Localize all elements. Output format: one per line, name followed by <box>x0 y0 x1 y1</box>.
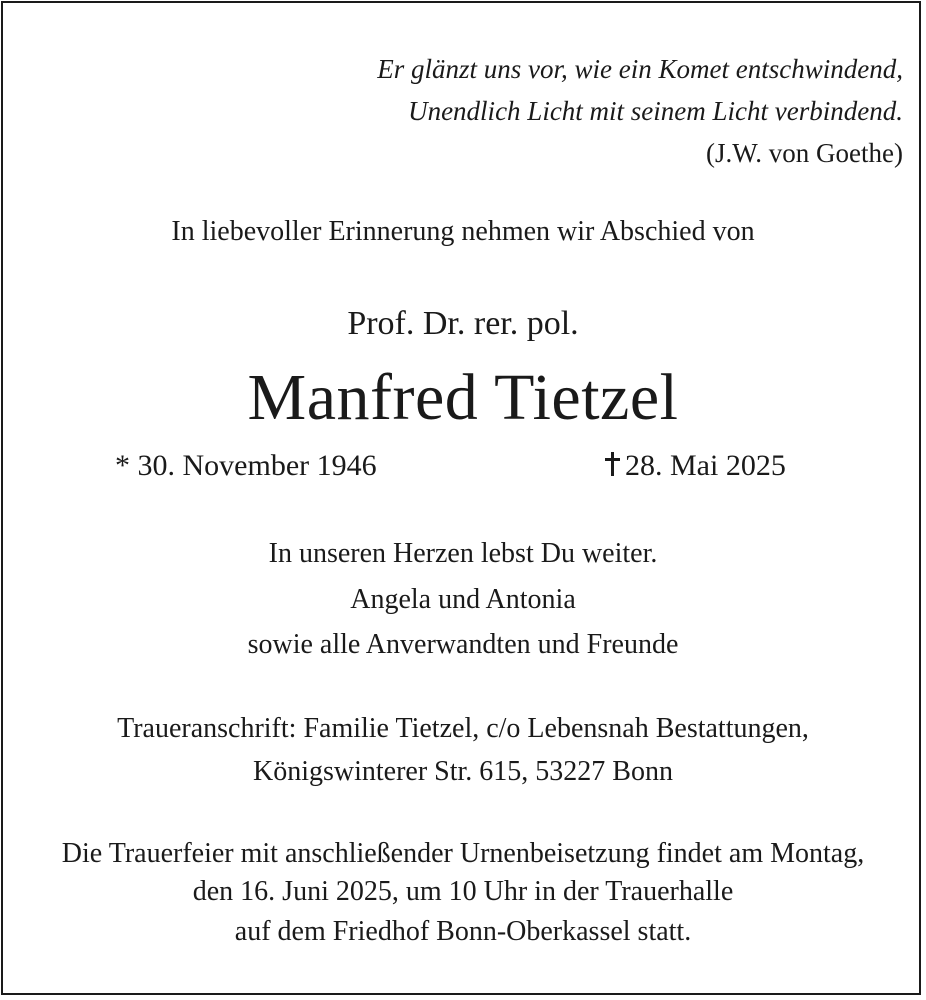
address-line-2: Königswinterer Str. 615, 53227 Bonn <box>253 756 673 787</box>
ceremony-line-2: den 16. Juni 2025, um 10 Uhr in der Trauerhalle <box>192 876 734 907</box>
quote-line-1: Er glänzt uns vor, wie ein Komet entschwindend, <box>377 54 903 84</box>
ceremony-line-1: Die Trauerfeier mit anschließender Urnenbeisetzung findet am Montag, <box>61 838 865 869</box>
quote-author: (J.W. von Goethe) <box>706 138 903 168</box>
quote-line-2: Unendlich Licht mit seinem Licht verbindend. <box>408 96 903 126</box>
deceased-name: Manfred Tietzel <box>247 361 679 434</box>
address-line-1: Traueranschrift: Familie Tietzel, c/o Lebensnah Bestattungen, <box>117 713 809 744</box>
intro-text: In liebevoller Erinnerung nehmen wir Abschied von <box>171 216 755 247</box>
mourners-line-3: sowie alle Anverwandten und Freunde <box>247 629 679 660</box>
academic-title: Prof. Dr. rer. pol. <box>347 305 579 342</box>
death-date-group <box>605 449 786 483</box>
birth-date: * 30. November 1946 <box>115 449 377 482</box>
mourners-line-2: Angela und Antonia <box>350 584 576 615</box>
ceremony-line-3: auf dem Friedhof Bonn-Oberkassel statt. <box>234 916 692 947</box>
death-date: 28. Mai 2025 <box>625 449 786 482</box>
mourners-line-1: In unseren Herzen lebst Du weiter. <box>268 538 658 569</box>
cross-icon <box>605 452 619 476</box>
